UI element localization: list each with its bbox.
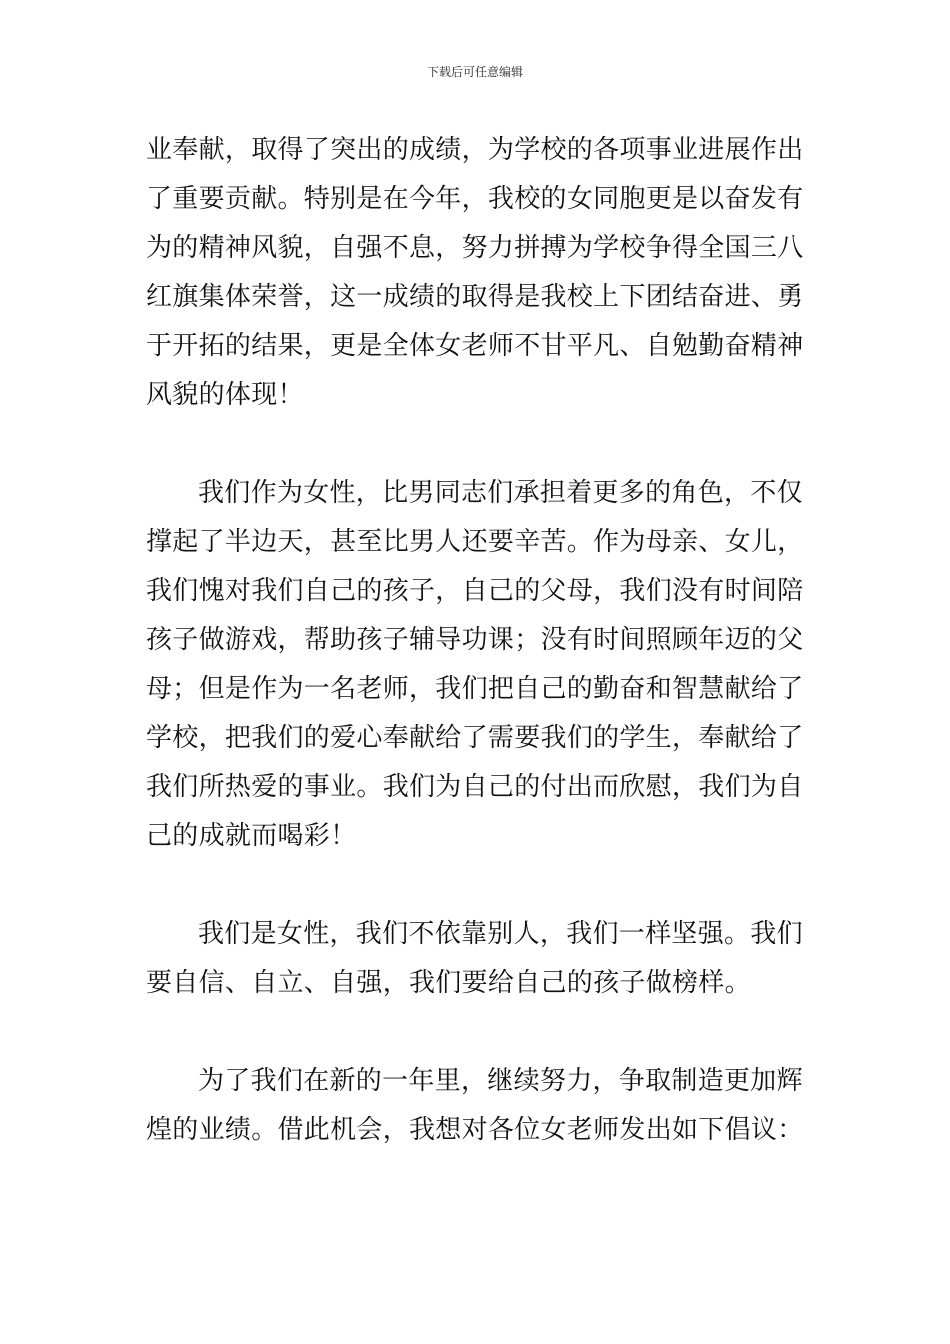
line: 我们所热爱的事业。我们为自己的付出而欣慰，我们为自 [146, 772, 804, 802]
line: 己的成就而喝彩！ [146, 821, 357, 851]
paragraph-4 [146, 1057, 806, 1155]
document-body [146, 126, 806, 1155]
line: 业奉献，取得了突出的成绩，为学校的各项事业进展作出 [146, 135, 804, 165]
line: 了重要贡献。特别是在今年，我校的女同胞更是以奋发有 [146, 184, 804, 214]
line: 红旗集体荣誉，这一成绩的取得是我校上下团结奋进、勇 [146, 282, 804, 312]
line: 煌的业绩。借此机会，我想对各位女老师发出如下倡议： [146, 1115, 804, 1145]
line: 我们作为女性，比男同志们承担着更多的角色，不仅 [198, 478, 803, 508]
paragraph-2 [146, 469, 806, 861]
line: 撑起了半边天，甚至比男人还要辛苦。作为母亲、女儿， [146, 527, 804, 557]
paragraph-1 [146, 126, 806, 420]
paragraph-spacer [146, 420, 806, 469]
page-header: 下载后可任意编辑 [426, 65, 523, 79]
line: 风貌的体现！ [146, 380, 304, 410]
paragraph-spacer [146, 1008, 806, 1057]
line: 学校，把我们的爱心奉献给了需要我们的学生，奉献给了 [146, 723, 804, 753]
line: 要自信、自立、自强，我们要给自己的孩子做榜样。 [146, 968, 751, 998]
line: 为了我们在新的一年里，继续努力，争取制造更加辉 [198, 1066, 803, 1096]
line: 为的精神风貌，自强不息，努力拼搏为学校争得全国三八 [146, 233, 804, 263]
line: 我们是女性，我们不依靠别人，我们一样坚强。我们 [198, 919, 803, 949]
line: 我们愧对我们自己的孩子，自己的父母，我们没有时间陪 [146, 576, 804, 606]
line: 于开拓的结果，更是全体女老师不甘平凡、自勉勤奋精神 [146, 331, 804, 361]
paragraph-3 [146, 910, 806, 1008]
line: 母；但是作为一名老师，我们把自己的勤奋和智慧献给了 [146, 674, 804, 704]
paragraph-spacer [146, 861, 806, 910]
line: 孩子做游戏，帮助孩子辅导功课；没有时间照顾年迈的父 [146, 625, 804, 655]
